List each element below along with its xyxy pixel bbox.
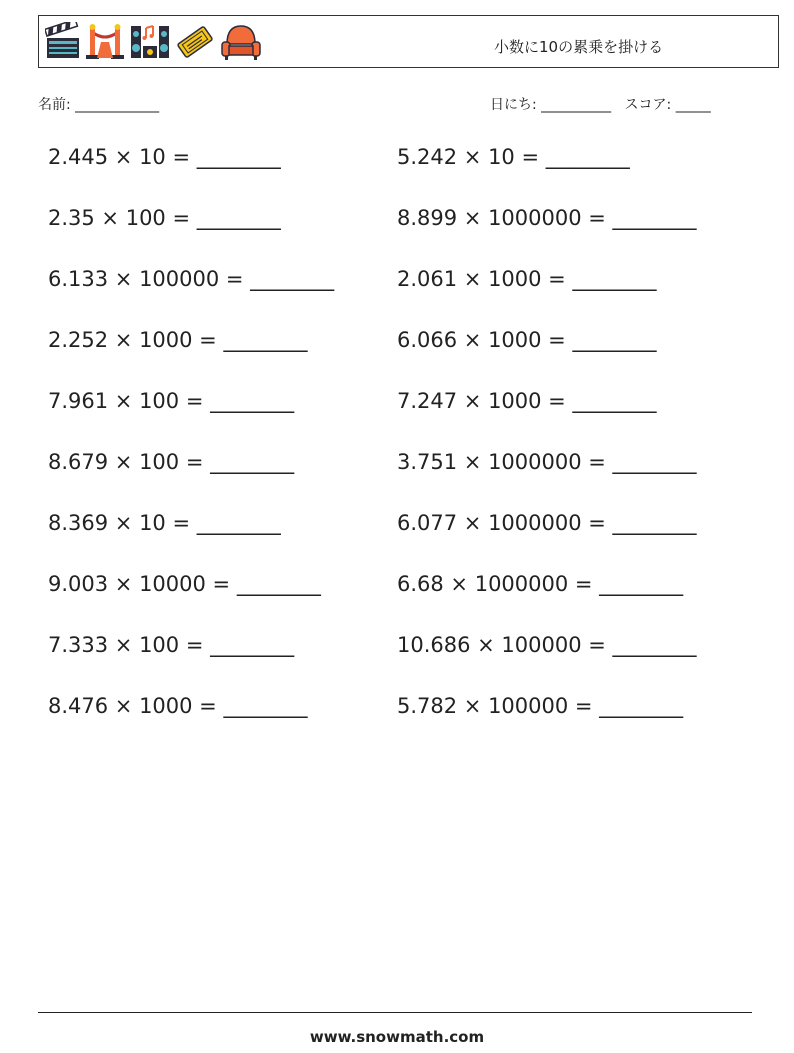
problem-item: 2.445 × 10 = ________ [48, 145, 281, 169]
problem-item: 3.751 × 1000000 = ________ [397, 450, 697, 474]
footer-url: www.snowmath.com [309, 1028, 485, 1046]
problem-item: 10.686 × 100000 = ________ [397, 633, 697, 657]
problem-item: 8.899 × 1000000 = ________ [397, 206, 697, 230]
problem-item: 7.333 × 100 = ________ [48, 633, 295, 657]
clapperboard-icon [45, 22, 81, 62]
problem-item: 7.961 × 100 = ________ [48, 389, 295, 413]
worksheet-title: 小数に10の累乗を掛ける [494, 38, 664, 56]
problem-item: 2.252 × 1000 = ________ [48, 328, 308, 352]
cinema-ticket-icon [175, 22, 215, 62]
problem-item: 6.066 × 1000 = ________ [397, 328, 657, 352]
problem-item: 2.35 × 100 = ________ [48, 206, 281, 230]
problem-item: 6.133 × 100000 = ________ [48, 267, 335, 291]
cinema-seat-icon [219, 22, 263, 62]
score-field: スコア: _____ [624, 97, 711, 113]
problem-item: 5.242 × 10 = ________ [397, 145, 630, 169]
worksheet-header [38, 15, 779, 68]
problem-item: 7.247 × 1000 = ________ [397, 389, 657, 413]
footer-divider [38, 1012, 752, 1013]
problem-item: 8.369 × 10 = ________ [48, 511, 281, 535]
stanchion-rope-icon [85, 22, 125, 62]
problem-item: 8.679 × 100 = ________ [48, 450, 295, 474]
problem-item: 9.003 × 10000 = ________ [48, 572, 321, 596]
header-icons [45, 20, 263, 64]
date-field: 日にち: __________ [490, 97, 612, 113]
name-field: 名前: ____________ [38, 97, 160, 113]
speakers-music-icon [129, 22, 171, 62]
problem-item: 5.782 × 100000 = ________ [397, 694, 684, 718]
problem-item: 6.68 × 1000000 = ________ [397, 572, 684, 596]
date-score-fields [490, 94, 711, 114]
problem-item: 6.077 × 1000000 = ________ [397, 511, 697, 535]
problem-item: 8.476 × 1000 = ________ [48, 694, 308, 718]
problem-item: 2.061 × 1000 = ________ [397, 267, 657, 291]
